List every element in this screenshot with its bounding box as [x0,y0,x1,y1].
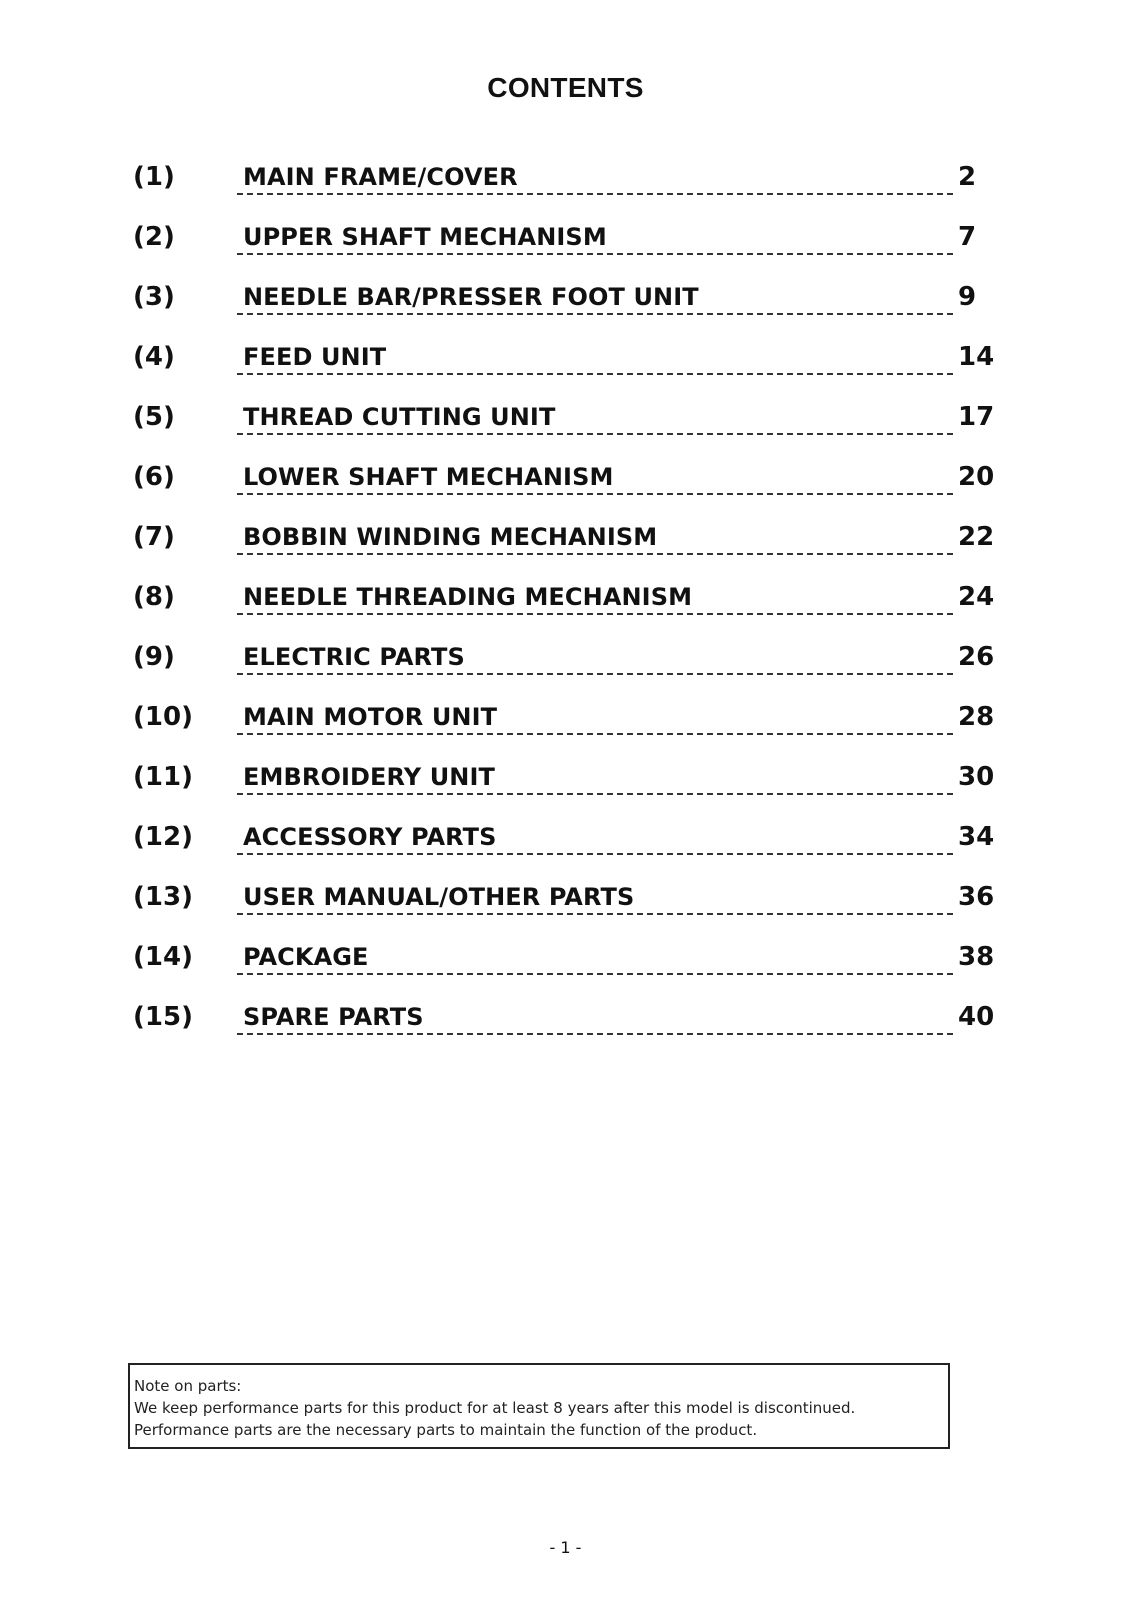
toc-entry[interactable] [0,461,1131,501]
toc-dotted-leader [237,493,953,495]
toc-entry-title: ACCESSORY PARTS [243,823,497,851]
toc-entry-page: 34 [958,822,995,852]
toc-entry-page: 22 [958,522,995,552]
toc-entry-page: 24 [958,582,995,612]
toc-dotted-leader [237,433,953,435]
toc-entry-page: 9 [958,282,977,312]
toc-entry[interactable] [0,161,1131,201]
toc-entry[interactable] [0,221,1131,261]
toc-entry[interactable] [0,341,1131,381]
toc-entry-page: 40 [958,1002,995,1032]
toc-entry-page: 38 [958,942,995,972]
toc-entry-title: THREAD CUTTING UNIT [243,403,556,431]
toc-dotted-leader [237,793,953,795]
toc-dotted-leader [237,1033,953,1035]
toc-entry-page: 26 [958,642,995,672]
toc-entry-page: 7 [958,222,977,252]
toc-entry-number: (2) [133,222,175,252]
toc-entry-title: MAIN FRAME/COVER [243,163,518,191]
toc-entry-page: 2 [958,162,977,192]
toc-dotted-leader [237,673,953,675]
toc-entry-title: NEEDLE THREADING MECHANISM [243,583,693,611]
toc-entry-title: NEEDLE BAR/PRESSER FOOT UNIT [243,283,699,311]
toc-entry-number: (10) [133,702,193,732]
toc-entry-title: LOWER SHAFT MECHANISM [243,463,614,491]
toc-entry-page: 30 [958,762,995,792]
toc-dotted-leader [237,253,953,255]
toc-entry[interactable] [0,521,1131,561]
toc-entry-number: (3) [133,282,175,312]
toc-entry-number: (14) [133,942,193,972]
note-text-line: We keep performance parts for this product for at least 8 years after this model is discontinued. [134,1399,856,1417]
toc-entry-page: 17 [958,402,995,432]
note-heading: Note on parts: [134,1377,242,1395]
toc-entry-title: USER MANUAL/OTHER PARTS [243,883,635,911]
toc-entry[interactable] [0,281,1131,321]
toc-entry[interactable] [0,641,1131,681]
toc-entry[interactable] [0,701,1131,741]
toc-entry[interactable] [0,941,1131,981]
toc-entry-number: (12) [133,822,193,852]
note-text-line: Performance parts are the necessary parts to maintain the function of the product. [134,1421,758,1439]
toc-entry[interactable] [0,401,1131,441]
toc-entry[interactable] [0,821,1131,861]
toc-entry-title: MAIN MOTOR UNIT [243,703,498,731]
toc-entry-number: (1) [133,162,175,192]
page-title: CONTENTS [487,72,644,103]
toc-entry-number: (15) [133,1002,193,1032]
toc-dotted-leader [237,193,953,195]
toc-entry-page: 36 [958,882,995,912]
toc-dotted-leader [237,733,953,735]
toc-entry-page: 20 [958,462,995,492]
toc-entry-number: (6) [133,462,175,492]
toc-entry-title: UPPER SHAFT MECHANISM [243,223,607,251]
toc-dotted-leader [237,853,953,855]
toc-entry-number: (4) [133,342,175,372]
toc-entry-title: SPARE PARTS [243,1003,424,1031]
toc-entry-number: (9) [133,642,175,672]
toc-entry[interactable] [0,1001,1131,1041]
toc-dotted-leader [237,313,953,315]
parts-note-box [128,1363,950,1449]
toc-entry-number: (7) [133,522,175,552]
toc-entry-number: (11) [133,762,193,792]
toc-entry-number: (8) [133,582,175,612]
toc-entry-number: (13) [133,882,193,912]
page-number: - 1 - [549,1538,582,1557]
toc-entry-title: EMBROIDERY UNIT [243,763,495,791]
toc-dotted-leader [237,553,953,555]
toc-entry[interactable] [0,881,1131,921]
toc-entry-title: FEED UNIT [243,343,387,371]
toc-dotted-leader [237,373,953,375]
toc-dotted-leader [237,613,953,615]
toc-entry-title: PACKAGE [243,943,369,971]
toc-entry[interactable] [0,581,1131,621]
toc-dotted-leader [237,973,953,975]
toc-entry-title: ELECTRIC PARTS [243,643,465,671]
toc-entry-title: BOBBIN WINDING MECHANISM [243,523,658,551]
toc-entry[interactable] [0,761,1131,801]
toc-entry-number: (5) [133,402,175,432]
toc-entry-page: 28 [958,702,995,732]
toc-dotted-leader [237,913,953,915]
toc-entry-page: 14 [958,342,995,372]
